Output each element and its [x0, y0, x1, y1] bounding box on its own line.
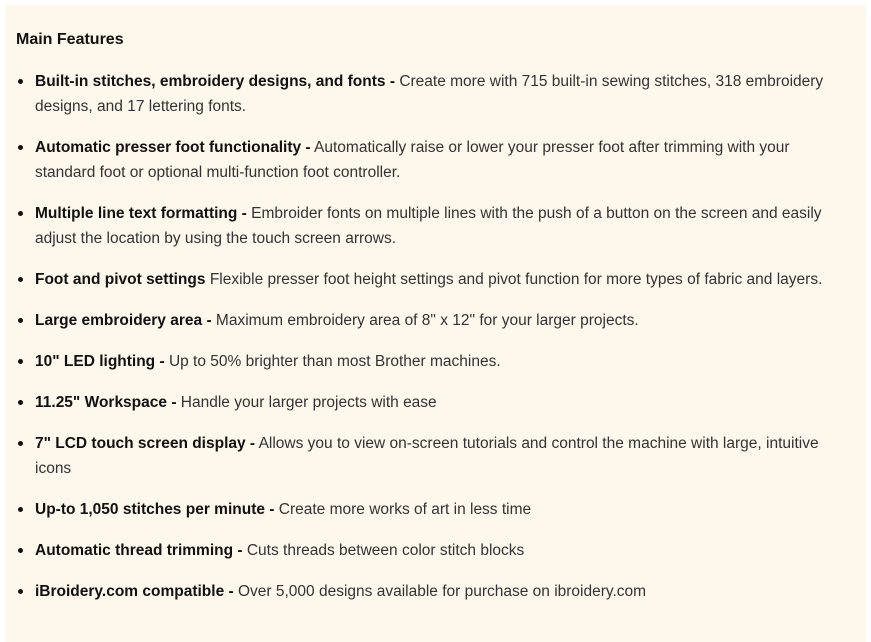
bullet-icon	[18, 548, 23, 553]
feature-title: Up-to 1,050 stitches per minute -	[35, 501, 275, 518]
feature-item	[16, 579, 846, 604]
feature-text: Embroider fonts on multiple lines with the push of a button on the screen and easily adjust the location by using the touch screen arrows.	[35, 205, 822, 247]
feature-text: Maximum embroidery area of 8" x 12" for your larger projects.	[215, 312, 639, 329]
feature-title: Large embroidery area -	[35, 312, 212, 329]
feature-text: Allows you to view on-screen tutorials and control the machine with large, intuitive icons	[35, 435, 819, 477]
features-list	[16, 69, 846, 620]
bullet-icon	[18, 359, 23, 364]
feature-title: 10" LED lighting -	[35, 353, 165, 370]
features-panel	[6, 5, 866, 642]
feature-item	[16, 497, 846, 522]
bullet-icon	[18, 277, 23, 282]
feature-title: Automatic thread trimming -	[35, 542, 243, 559]
feature-text: Over 5,000 designs available for purchase on ibroidery.com	[237, 583, 647, 600]
feature-title: Foot and pivot settings	[35, 271, 206, 288]
feature-text: Handle your larger projects with ease	[180, 394, 437, 411]
feature-title: Multiple line text formatting -	[35, 205, 247, 222]
feature-title: Built-in stitches, embroidery designs, and fonts -	[35, 73, 395, 90]
bullet-icon	[18, 211, 23, 216]
feature-item	[16, 431, 846, 481]
feature-text: Up to 50% brighter than most Brother machines.	[168, 353, 501, 370]
bullet-icon	[18, 589, 23, 594]
bullet-icon	[18, 318, 23, 323]
feature-item	[16, 201, 846, 251]
feature-title: 11.25" Workspace -	[35, 394, 177, 411]
feature-item	[16, 390, 846, 415]
feature-item	[16, 69, 846, 119]
section-heading: Main Features	[16, 31, 124, 48]
feature-text: Automatically raise or lower your presser foot after trimming with your standard foot or optional multi-function foot controller.	[35, 139, 790, 181]
feature-title: iBroidery.com compatible -	[35, 583, 234, 600]
feature-item	[16, 308, 846, 333]
feature-text: Create more works of art in less time	[278, 501, 532, 518]
bullet-icon	[18, 400, 23, 405]
feature-text: Cuts threads between color stitch blocks	[246, 542, 525, 559]
feature-item	[16, 538, 846, 563]
bullet-icon	[18, 145, 23, 150]
feature-title: 7" LCD touch screen display -	[35, 435, 256, 452]
feature-title: Automatic presser foot functionality -	[35, 139, 311, 156]
feature-item	[16, 135, 846, 185]
feature-text: Flexible presser foot height settings and pivot function for more types of fabric and layers.	[209, 271, 823, 288]
feature-item	[16, 267, 846, 292]
bullet-icon	[18, 507, 23, 512]
feature-text: Create more with 715 built-in sewing stitches, 318 embroidery designs, and 17 lettering fonts.	[35, 73, 824, 115]
feature-item	[16, 349, 846, 374]
bullet-icon	[18, 441, 23, 446]
bullet-icon	[18, 79, 23, 84]
